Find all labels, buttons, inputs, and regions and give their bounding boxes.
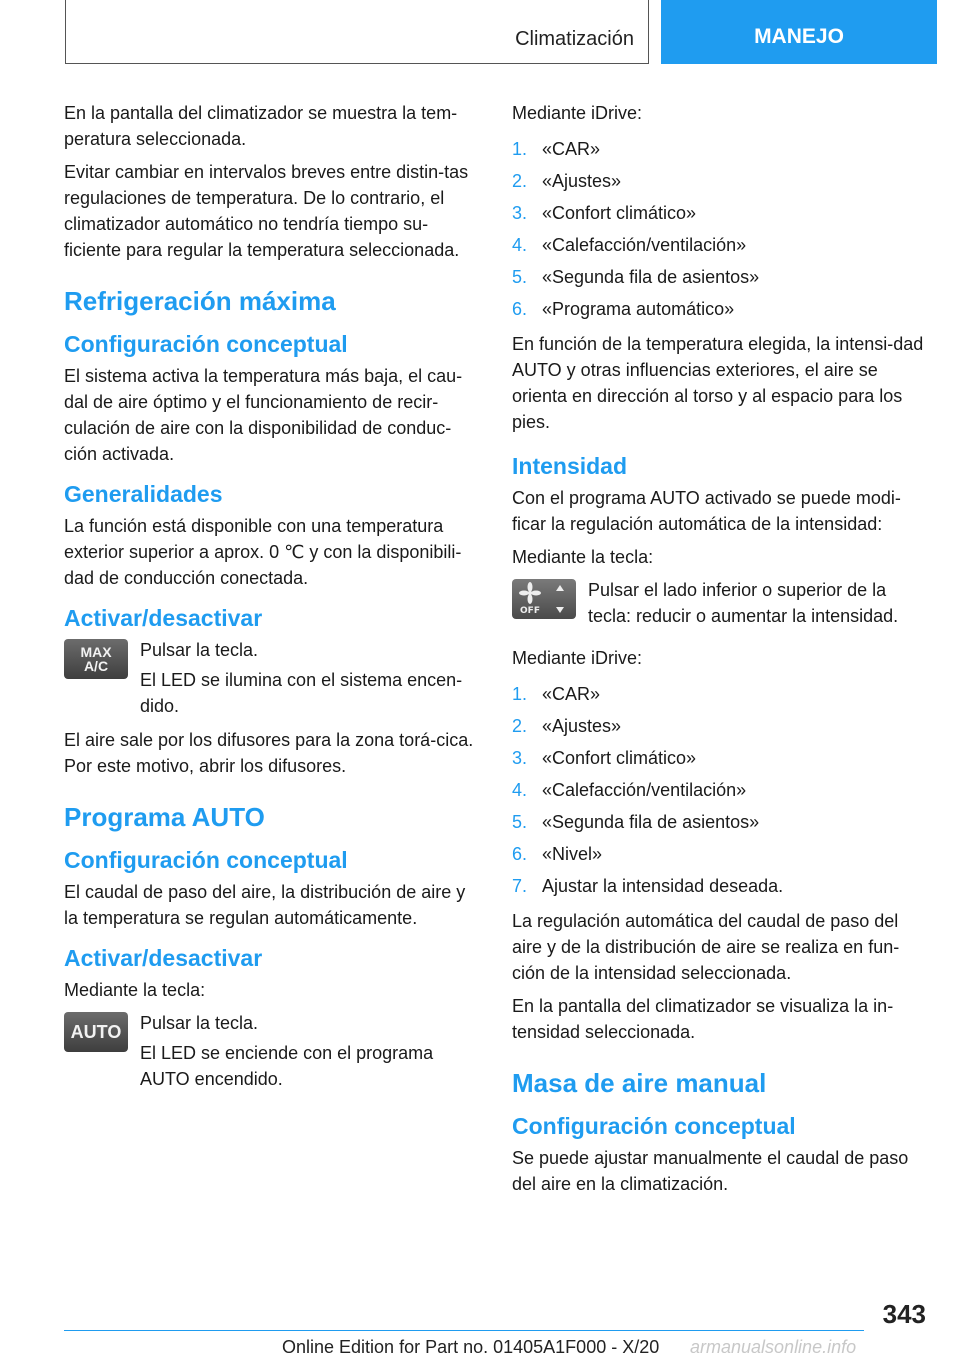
list-item: 4. «Calefacción/ventilación» [512,780,747,800]
paragraph: El LED se enciende con el programa AUTO encendido. [140,1043,434,1089]
list-item: 3. «Confort climático» [512,748,697,768]
list-item: 3. «Confort climático» [512,203,697,223]
chapter-tab [661,0,937,64]
paragraph: Pulsar la tecla. [140,640,259,660]
max-ac-key-row [64,637,476,719]
paragraph: Mediante la tecla: [512,547,654,567]
footer-edition: Online Edition for Part no. 01405A1F000 - X/20 [282,1337,660,1357]
paragraph: Pulsar el lado inferior o superior de la tecla: reducir o aumentar la intensidad. [588,580,899,626]
footer-watermark: armanualsonline.info [690,1337,857,1357]
paragraph: Con el programa AUTO activado se puede modi-ficar la regulación automática de la intensidad: [512,488,901,534]
max-ac-icon-top: MAX [80,644,112,660]
paragraph: Se puede ajustar manualmente el caudal de paso del aire en la climatización. [512,1148,909,1194]
paragraph: Mediante la tecla: [64,980,206,1000]
footer-divider [64,1330,864,1331]
list-item: 2. «Ajustes» [512,716,622,736]
list-item: 4. «Calefacción/ventilación» [512,235,747,255]
heading-refrigeracion-maxima: Refrigeración máxima [64,286,336,316]
list-item: 1. «CAR» [512,684,601,704]
list-item: 1. «CAR» [512,139,601,159]
auto-key-row [64,1010,476,1092]
paragraph: En la pantalla del climatizador se muestra la tem-peratura seleccionada. [64,103,458,149]
section-title: Climatización [515,28,634,50]
list-item: 5. «Segunda fila de asientos» [512,812,760,832]
fan-icon-label: OFF [520,606,540,616]
list-item: 6. «Nivel» [512,844,603,864]
heading-intensidad: Intensidad [512,453,628,479]
max-ac-icon-bottom: A/C [83,658,109,674]
heading-programa-auto: Programa AUTO [64,802,265,832]
left-column [64,100,476,1100]
paragraph: La regulación automática del caudal de paso del aire y de la distribución de aire se realiza en fun-ción de la intensidad seleccionada. [512,911,900,983]
auto-key-icon: AUTO [64,1012,128,1052]
list-item: 5. «Segunda fila de asientos» [512,267,760,287]
chapter-tab-label: MANEJO [754,25,844,48]
paragraph: El aire sale por los difusores para la zona torá-cica. Por este motivo, abrir los difusores. [64,730,474,776]
list-item: 7. Ajustar la intensidad deseada. [512,876,784,896]
paragraph: Evitar cambiar en intervalos breves entre distin-tas regulaciones de temperatura. De lo contrario, el climatizador automático no tendría tiempo su-ficiente para regular la temperatura seleccionada. [64,162,469,260]
paragraph: Mediante iDrive: [512,648,643,668]
paragraph: El caudal de paso del aire, la distribución de aire y la temperatura se regulan automáticamente. [64,882,466,928]
heading-masa-de-aire-manual: Masa de aire manual [512,1068,767,1098]
list-item: 2. «Ajustes» [512,171,622,191]
idrive-steps-list [512,678,924,902]
heading-configuracion-conceptual: Configuración conceptual [512,1113,796,1139]
paragraph: Pulsar la tecla. [140,1013,259,1033]
header-box [65,0,649,64]
heading-activar-desactivar: Activar/desactivar [64,605,263,631]
fan-key-row [512,577,924,637]
paragraph: El sistema activa la temperatura más baja, el cau-dal de aire óptimo y el funcionamiento de recir-culación de aire con la disponibilidad de conduc-ción activada. [64,366,463,464]
paragraph: El LED se ilumina con el sistema encen-dido. [140,670,463,716]
fan-icon [512,579,576,619]
list-item: 6. «Programa automático» [512,299,735,319]
heading-generalidades: Generalidades [64,481,223,507]
paragraph: En función de la temperatura elegida, la intensi-dad AUTO y otras influencias exteriores, el aire se orienta en dirección al torso y al espacio para los pies. [512,334,924,432]
max-ac-key-icon [64,639,128,679]
idrive-steps-list [512,133,924,325]
paragraph: En la pantalla del climatizador se visualiza la in-tensidad seleccionada. [512,996,894,1042]
page-number: 343 [882,1299,926,1329]
paragraph: Mediante iDrive: [512,103,643,123]
right-column [512,100,924,1204]
heading-activar-desactivar: Activar/desactivar [64,945,263,971]
paragraph: La función está disponible con una temperatura exterior superior a aprox. 0 ℃ y con la disponibili-dad de conducción conectada. [64,516,462,588]
fan-speed-key-icon [512,579,576,619]
heading-configuracion-conceptual: Configuración conceptual [64,331,348,357]
heading-configuracion-conceptual: Configuración conceptual [64,847,348,873]
